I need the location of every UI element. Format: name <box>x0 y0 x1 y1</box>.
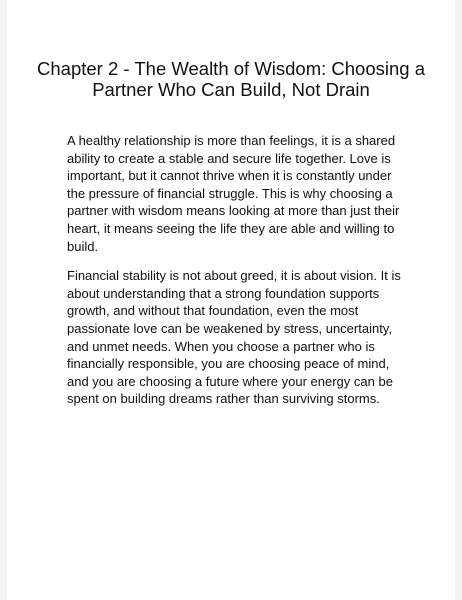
document-page <box>7 0 455 600</box>
chapter-title: Chapter 2 - The Wealth of Wisdom: Choosing a Partner Who Can Build, Not Drain <box>37 58 426 100</box>
paragraph-1: A healthy relationship is more than feelings, it is a shared ability to create a stable and secure life together. Love is important, but it cannot thrive when it is constantly under the pressure of financial struggle. This is why choosing a partner with wisdom means looking at more than just their heart, it means seeing the life they are able and willing to build. <box>67 133 400 254</box>
paragraph-2: Financial stability is not about greed, it is about vision. It is about understanding that a strong foundation supports growth, and without that foundation, even the most passionate love can be weakened by stress, uncertainty, and unmet needs. When you choose a partner who is financially responsible, you are choosing peace of mind, and you are choosing a future where your energy can be spent on building dreams rather than surviving storms. <box>67 268 401 407</box>
chapter-body <box>67 132 409 420</box>
